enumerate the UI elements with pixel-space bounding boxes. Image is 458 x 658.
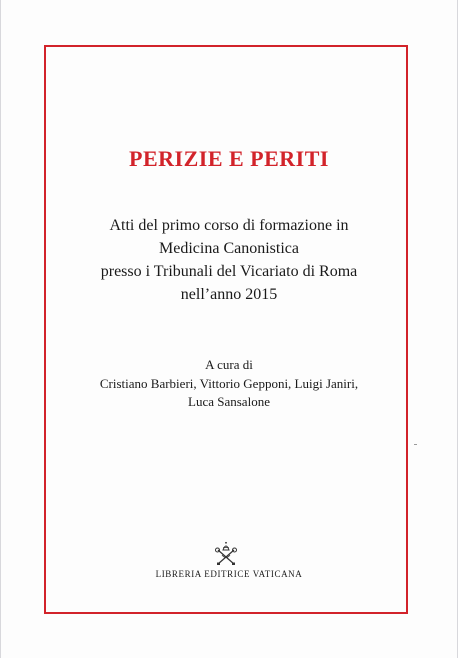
- red-border-frame: [44, 45, 408, 614]
- subtitle-line: Atti del primo corso di formazione in: [109, 217, 349, 234]
- subtitle-line: presso i Tribunali del Vicariato di Roma: [100, 263, 358, 280]
- paper-speck: [414, 444, 417, 445]
- subtitle-line: Medicina Canonistica: [159, 240, 299, 257]
- editors-line: Luca Sansalone: [188, 394, 270, 409]
- subtitle-line: nell’anno 2015: [180, 286, 278, 303]
- editors-block: [1, 356, 457, 412]
- editors-line: Cristiano Barbieri, Vittorio Gepponi, Luigi Janiri,: [99, 375, 359, 391]
- book-title: PERIZIE E PERITI: [129, 146, 329, 171]
- book-subtitle: [1, 214, 457, 306]
- papal-coat-of-arms-icon: [213, 541, 239, 567]
- publisher-name: LIBRERIA EDITRICE VATICANA: [155, 569, 303, 579]
- editors-intro: A cura di: [205, 357, 253, 372]
